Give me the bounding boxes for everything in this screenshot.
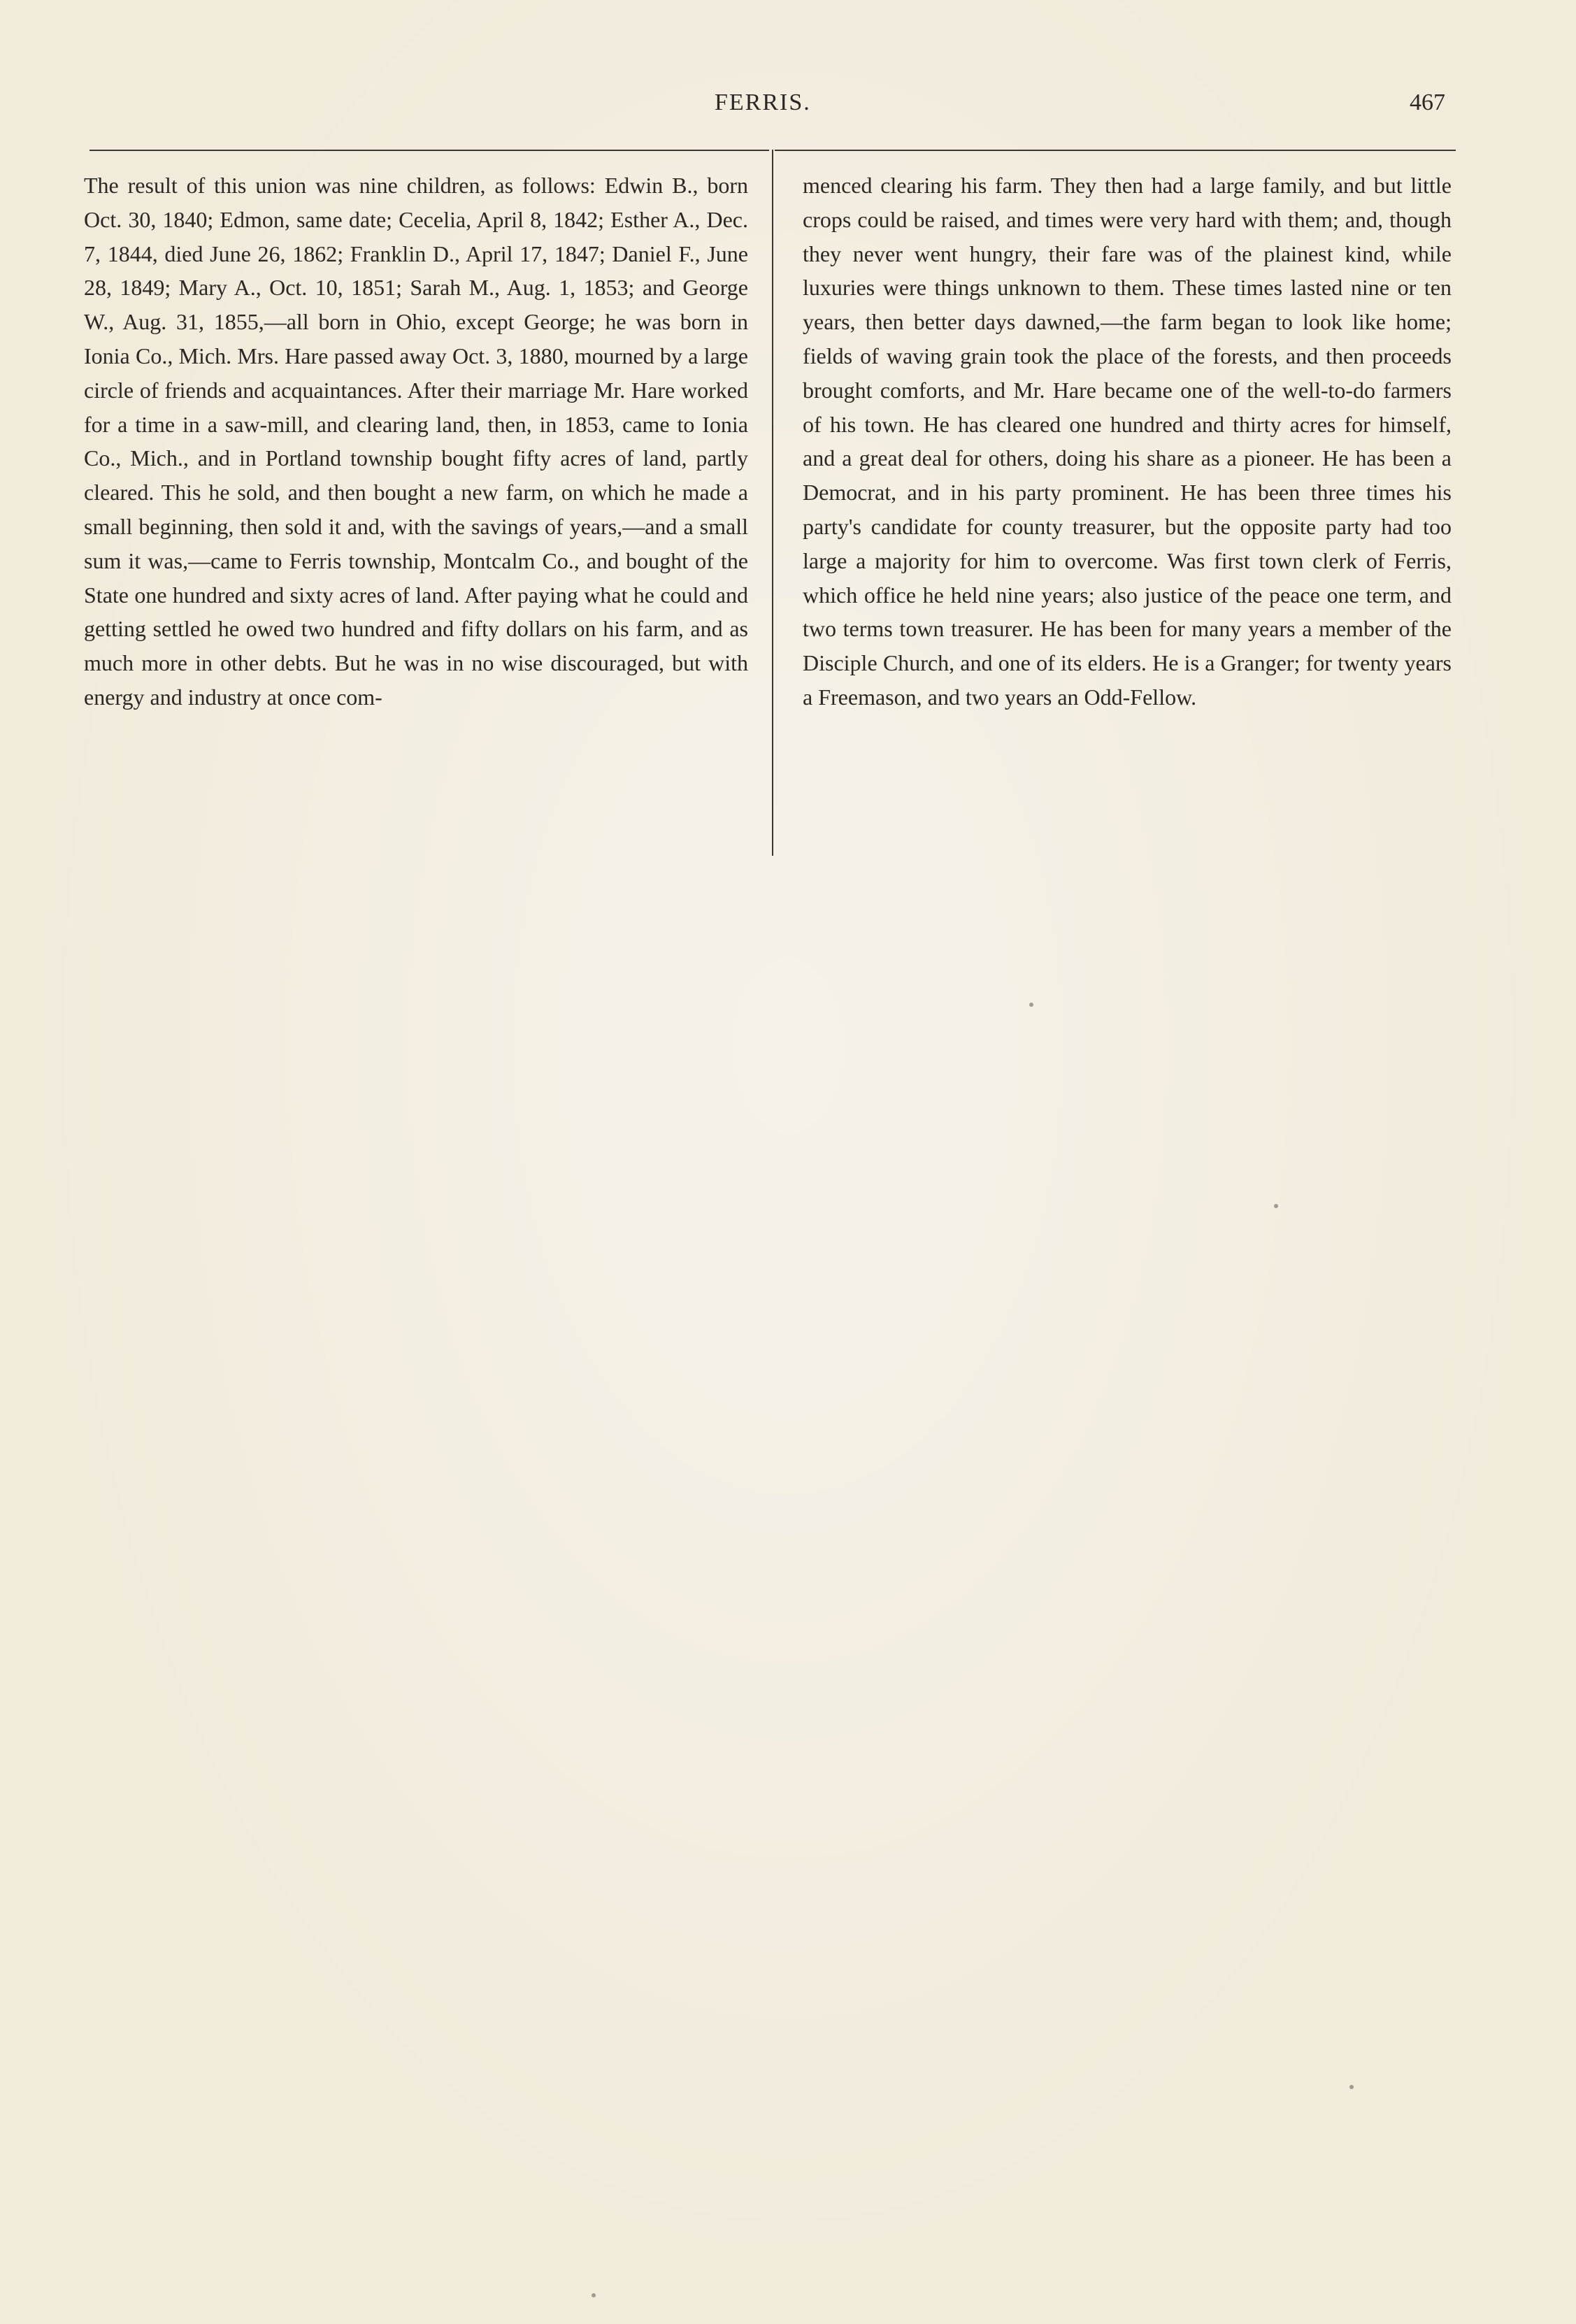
header-rule-left (89, 150, 769, 151)
left-column (84, 168, 748, 715)
paper-speck (1029, 1003, 1033, 1007)
paper-speck (1274, 1204, 1278, 1208)
right-column-text: menced clearing his farm. They then had a large family, and but little crops could be raised, and times were very hard with them; and, though they never went hungry, their fare was of the plainest kind, while luxuries were things unknown to them. These times lasted nine or ten years, then better days dawned,—the farm began to look like home; fields of waving grain took the place of the forests, and then proceeds brought comforts, and Mr. Hare became one of the well-to-do farmers of his town. He has cleared one hundred and thirty acres for himself, and a great deal for others, doing his share as a pioneer. He has been a Democrat, and in his party prominent. He has been three times his party's candidate for county treasurer, but the opposite party had too large a majority for him to overcome. Was first town clerk of Ferris, which office he held nine years; also justice of the peace one term, and two terms town treasurer. He has been for many years a member of the Disciple Church, and one of its elders. He is a Granger; for twenty years a Freemason, and two years an Odd-Fellow. (803, 173, 1452, 710)
column-divider (772, 150, 773, 856)
paper-speck (1349, 2085, 1354, 2089)
running-title: FERRIS. (715, 89, 811, 115)
right-column (803, 168, 1452, 715)
header-rule-right (775, 150, 1456, 151)
running-head (0, 89, 1576, 124)
left-column-text: The result of this union was nine children, as follows: Edwin B., born Oct. 30, 1840; Edmon, same date; Cecelia, April 8, 1842; Esther A., Dec. 7, 1844, died June 26, 1862; Franklin D., April 17, 1847; Daniel F., June 28, 1849; Mary A., Oct. 10, 1851; Sarah M., Aug. 1, 1853; and George W., Aug. 31, 1855,—all born in Ohio, except George; he was born in Ionia Co., Mich. Mrs. Hare passed away Oct. 3, 1880, mourned by a large circle of friends and acquaintances. After their marriage Mr. Hare worked for a time in a saw-mill, and clearing land, then, in 1853, came to Ionia Co., Mich., and in Portland township bought fifty acres of land, partly cleared. This he sold, and then bought a new farm, on which he made a small beginning, then sold it and, with the savings of years,—and a small sum it was,—came to Ferris township, Montcalm Co., and bought of the State one hundred and sixty acres of land. After paying what he could and getting settled he owed two hundred and fifty dollars on his farm, and as much more in other debts. But he was in no wise discouraged, but with energy and industry at once com- (84, 173, 748, 710)
paper-speck (592, 2293, 596, 2297)
page-number: 467 (1410, 89, 1445, 115)
